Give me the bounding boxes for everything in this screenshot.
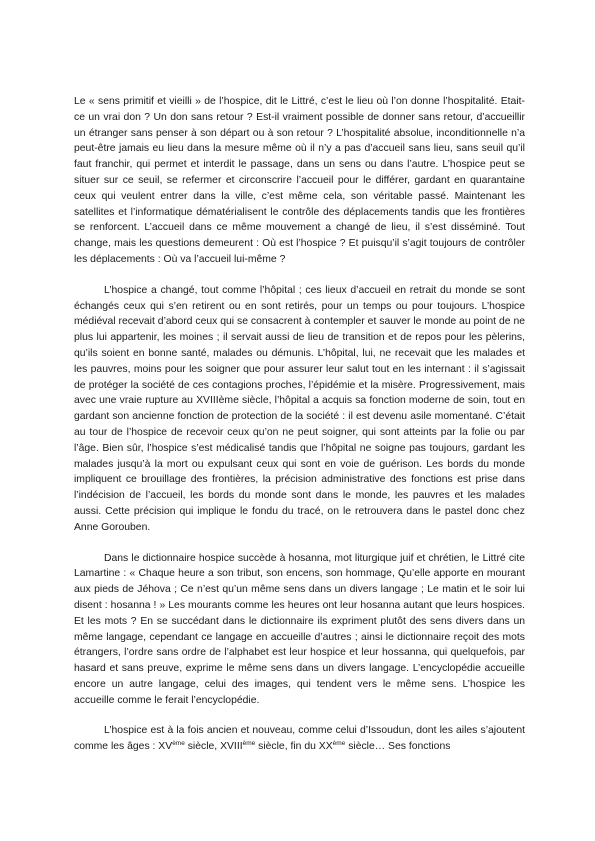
paragraph-2: L’hospice a changé, tout comme l’hôpital ; ces lieux d’accueil en retrait du monde se sont échangés ceux qui s’en retirent ou en sont retirés, pour un temps ou pour toujours. L’hospice médiéval recevait d’abord ceux qui se consacrent à contempler et sauver le monde au point de ne plus lui appartenir, les moines ; il servait aussi de lieu de transition et de repos pour les pèlerins, qu’ils soient en bonne santé, malades ou démunis. L’hôpital, lui, ne recevait que les malades et les pauvres, moins pour les soigner que pour assurer leur salut tout en les internant : il s’agissait de protéger la société de ces contagions proches, l’épidémie et la misère. Progressivement, mais avec une vraie rupture au XVIIIème siècle, l’hôpital a acquis sa fonction moderne de soin, tout en gardant son ancienne fonction de protection de la société : il est devenu asile momentané. C’était au tour de l’hospice de recevoir ceux qu’on ne peut soigner, qui sont atteints par la folie ou par l’âge. Bien sûr, l’hospice s’est médicalisé tandis que l’hôpital ne soigne pas toujours, gardant les malades jusqu’à la mort ou expulsant ceux qui sont en voie de guérison. Les bords du monde impliquent ce brouillage des frontières, la précision administrative des fonctions est prise dans l’indécision de l’accueil, les bords du monde sont dans le monde, les pauvres et les malades aussi. Cette précision qui implique le fondu du tracé, on le retrouvera dans le pastel donc chez Anne Gorouben. — [74, 284, 525, 533]
paragraph-spacer — [74, 536, 525, 551]
paragraph-4-text-1: L’hospice est à la fois ancien et nouveau, comme celui d’Issoudun, dont les ailes s’ajoutent comme les âges : XV — [74, 725, 525, 753]
ordinal-superscript: ème — [172, 740, 185, 748]
paragraph-1: Le « sens primitif et vieilli » de l’hospice, dit le Littré, c’est le lieu où l’on donne l’hospitalité. Etait-ce un vrai don ? Un don sans retour ? Est-il vraiment possible de donner sans retour, d’accueillir un étranger sans penser à son départ ou à son retour ? L’hospitalité absolue, inconditionnelle n’a peut-être jamais eu lieu dans la mesure même où il n’y a pas d’accueil sans lieu, sans seuil qu’il faut franchir, qui permet et interdit le passage, dans un sens ou dans l’autre. L’hospice peut se situer sur ce seuil, se refermer et circonscrire l’accueil pour le différer, gardant en quarantaine ceux qui veulent entrer dans la ville, c’est même cela, son véritable passé. Maintenant les satellites et l’informatique dématérialisent le contrôle des déplacements tandis que les frontières se renforcent. L’accueil dans ce même mouvement a changé de lieu, il s’est disséminé. Tout change, mais les questions demeurent : Où est l’hospice ? Et puisqu’il s’agit toujours de contrôler les déplacements : Où va l’accueil lui-même ? — [74, 96, 525, 265]
ordinal-superscript: ème — [332, 740, 346, 748]
paragraph-3: Dans le dictionnaire hospice succède à hosanna, mot liturgique juif et chrétien, le Littré cite Lamartine : « Chaque heure a son tribut, son encens, son hommage, Qu’elle apporte en mourant aux pieds de Jéhova ; Ce n’est qu’un même sens dans un divers langage ; Le matin et le soir lui disent : hosanna ! » Les mourants comme les heures ont leur hosanna autant que leurs hospices. Et les mots ? En se succédant dans le dictionnaire ils expriment plutôt des sens divers dans un même langage, cependant ce langage en accueille d’autres ; ainsi le dictionnaire reçoit des mots étrangers, l’ordre sans ordre de l’alphabet est leur hospice et leur hossanna, qui quelquefois, par hasard et sans preuve, exprime le même sens dans un divers langage. L’encyclopédie accueille encore un autre langage, celui des images, qui tendent vers le même sens. L’hospice les accueille comme le ferait l’encyclopédie. — [74, 552, 525, 706]
paragraph-4 — [74, 723, 525, 755]
paragraph-4-text-2: siècle, XVIII — [184, 741, 243, 753]
paragraph-spacer — [74, 708, 525, 723]
paragraph-4-text-4: siècle… Ses fonctions — [345, 741, 451, 753]
paragraph-spacer — [74, 268, 525, 283]
document-page — [74, 94, 525, 755]
ordinal-superscript: ème — [242, 740, 256, 748]
paragraph-4-text-3: siècle, fin du XX — [255, 741, 333, 753]
